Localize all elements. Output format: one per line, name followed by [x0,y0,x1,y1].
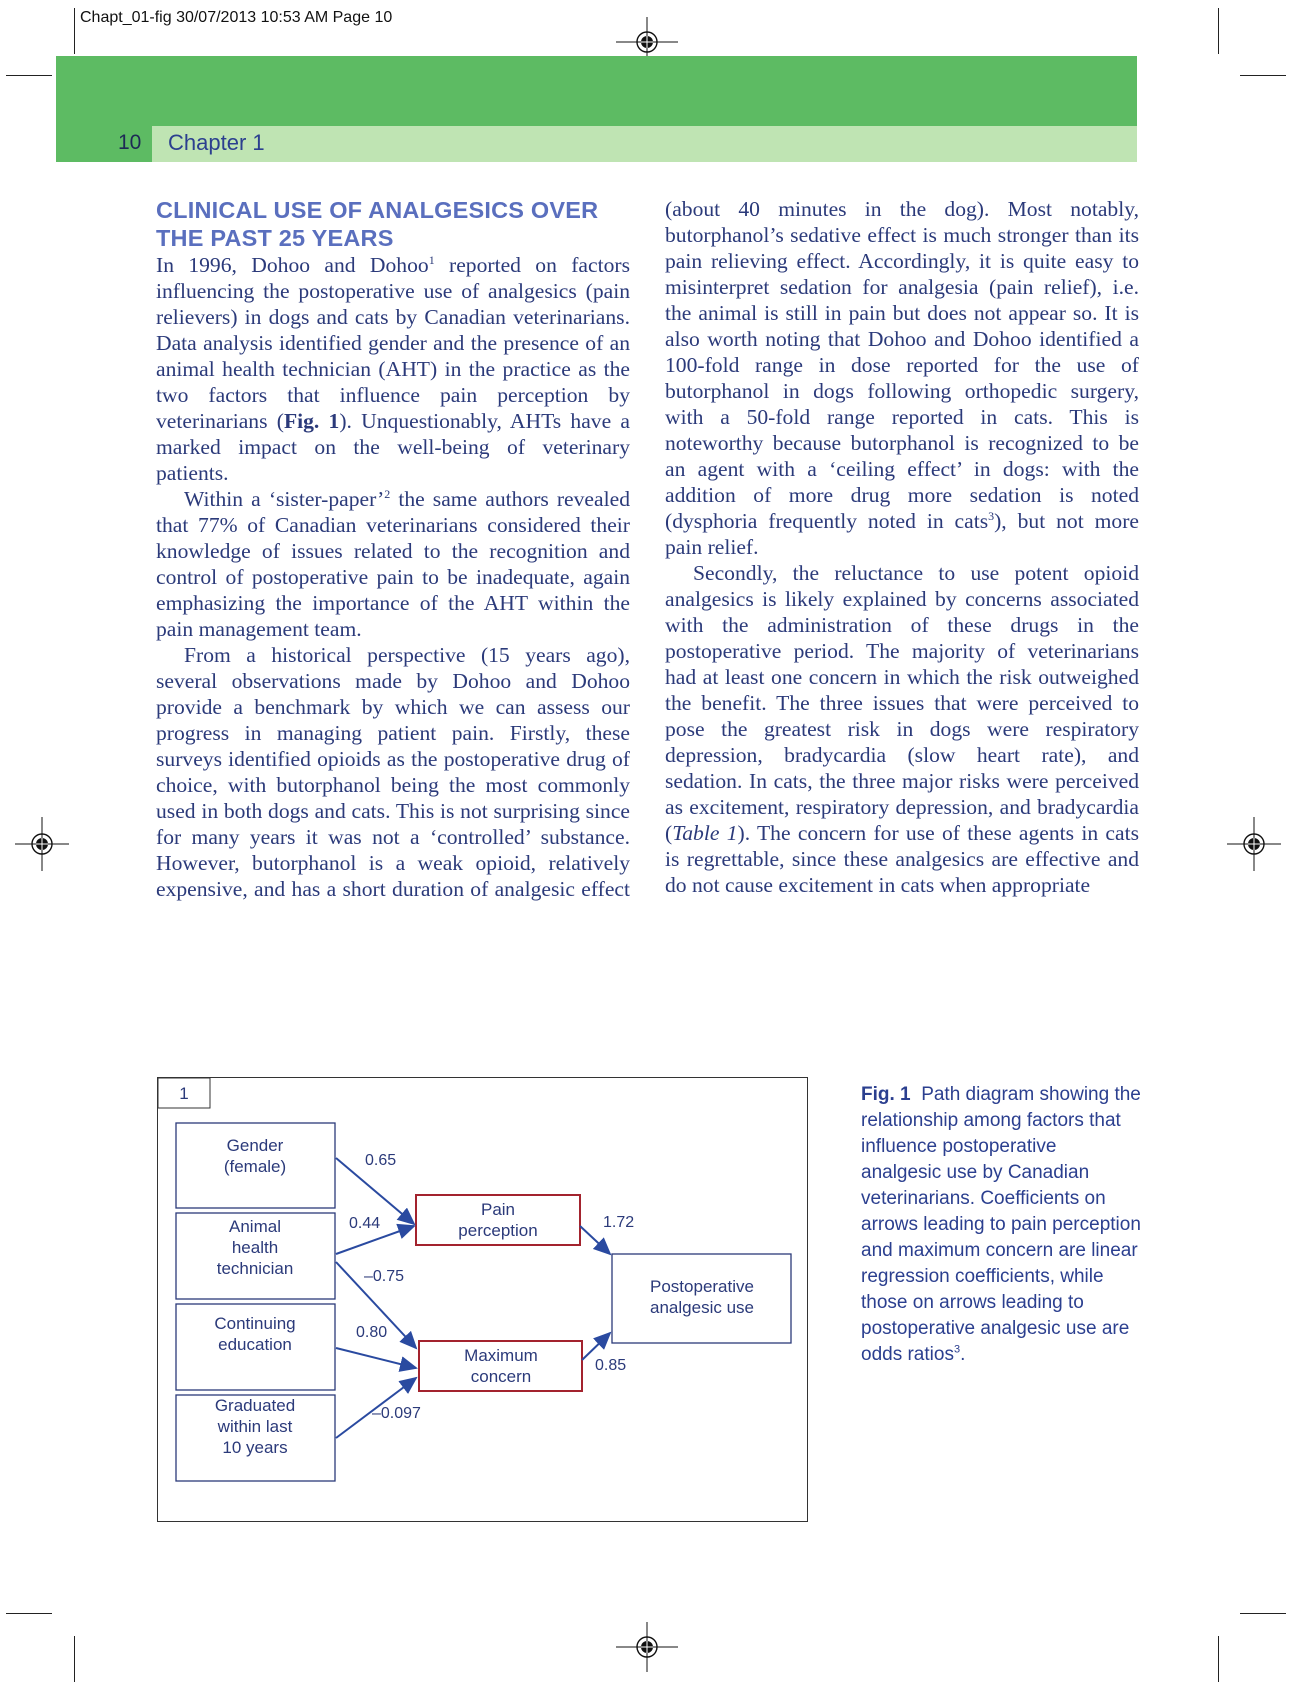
citation-superscript: 3 [953,1343,961,1356]
registration-mark-icon [632,27,662,57]
path-diagram-figure [157,1077,808,1522]
node-label: within last [217,1417,293,1436]
running-head-chapter: Chapter 1 [168,130,265,155]
text-column-left [156,196,630,902]
node-label: (female) [223,1157,287,1176]
registration-mark-icon [1239,829,1269,859]
node-label: education [218,1335,292,1354]
paragraph: (about 40 minutes in the dog). Most notably, butorphanol’s sedative effect is much stronger than its pain relieving effect. Accordingly, it is quite easy to misinterpret sedation for analgesia (pain relief), i.e. the animal is still in pain but does not appear so. It is also worth noting that Dohoo and Dohoo identified a 100-fold range in dose reported for the use of butorphanol in dogs following orthopedic surgery, with a 50-fold range reported in cats. This is noteworthy because butorphanol is recognized to be an agent with a ‘ceiling effect’ in dogs: with the addition of more drug more sedation is noted (dysphoria frequently noted in cats$^3$), but not more pain relief. [665,197,1140,559]
crop-mark [74,8,75,54]
path-arrow [336,1348,416,1368]
node-label: health [231,1238,279,1257]
coefficient-label: 0.65 [365,1152,397,1169]
paragraph: Within a ‘sister-paper’$^2$ the same authors revealed that 77% of Canadian veterinarians considered their knowledge of issues related to the recognition and control of postoperative pain to be inadequate, again emphasizing the importance of the AHT within the pain management team. [156,486,630,641]
coefficient-label: 0.85 [595,1357,627,1374]
node-label: Animal [229,1217,281,1236]
node-label: 10 years [222,1438,288,1457]
crop-mark [1240,75,1286,76]
paragraph: Secondly, the reluctance to use potent opioid analgesics is likely explained by concerns associated with the administration of these drugs in the postoperative period. The majority of veterinarians had at least one concern in which the risk outweighed the benefit. The three issues that were perceived to pose the greatest risk in dogs were respiratory depression, bradycardia (slow heart rate), and sedation. In cats, the three major risks were perceived as excitement, respiratory depression, and bradycardia (Table 1). The concern for use of these agents in cats is regrettable, since these analgesics are effective and do not cause excitement in cats when appropriate [665,561,1140,897]
print-slug: Chapt_01-fig 30/07/2013 10:53 AM Page 10 [80,9,393,26]
coefficient-label: 1.72 [603,1214,635,1231]
coefficient-label: –0.097 [372,1405,421,1422]
text-column-right [665,196,1139,898]
node-label: Maximum [464,1346,538,1365]
crop-mark [1240,1613,1286,1614]
crop-mark [74,1636,75,1682]
figure-number: 1 [179,1084,189,1103]
path-diagram [158,1078,807,1521]
header-band [56,56,1137,126]
crop-mark [6,75,52,76]
page-number: 10 [118,131,142,154]
coefficient-label: 0.44 [349,1215,381,1232]
section-heading-line: THE PAST 25 YEARS [156,225,394,251]
registration-mark-icon [632,1632,662,1662]
node-label: Gender [226,1136,284,1155]
citation-superscript: 2 [384,486,391,501]
caption-label: Fig. 1 [861,1084,911,1105]
node-label: Postoperative [650,1277,754,1296]
paragraph-continued: From a historical perspective (15 years ago), several observations made by Dohoo and Dohoo provide a benchmark by which we can assess our progress in managing patient pain. Firstly, these surveys identified opioids as the postoperative drug of choice, with butorphanol being the most commonly used in both dogs and cats. This is not surprising since for many years it was not a ‘controlled’ substance. However, butorphanol is a weak opioid, relatively expensive, and has a short duration of analgesic effect [156,643,630,901]
crop-mark [1218,1636,1219,1682]
coefficient-label: –0.75 [364,1268,405,1285]
section-heading [156,196,630,252]
coefficient-label: 0.80 [356,1324,388,1341]
figure-reference: Fig. 1 [283,409,340,433]
paragraph: In 1996, Dohoo and Dohoo$^1$ reported on factors influencing the postoperative use of analgesics (pain relievers) in dogs and cats by Canadian veterinarians. Data analysis identified gender and the presence of an animal health technician (AHT) in the practice as the two factors that influence pain perception by veterinarians (Fig. 1). Unquestionably, AHTs have a marked impact on the well-being of veterinary patients. [156,252,630,485]
registration-mark-icon [27,829,57,859]
table-reference: Table 1 [672,821,738,845]
node-label: concern [470,1367,532,1386]
figure-caption: Fig. 1 Path diagram showing the relationship among factors that influence postoperative analgesic use by Canadian veterinarians. Coefficients on arrows leading to pain perception and maximum concern are linear regression coefficients, while those on arrows leading to postoperative analgesic use are odds ratios$^3$. [861,1084,1141,1365]
node-label: perception [458,1221,538,1240]
citation-superscript: 3 [988,508,995,523]
path-arrow [582,1333,610,1360]
crop-mark [6,1613,52,1614]
section-heading-line: CLINICAL USE OF ANALGESICS OVER [156,197,599,223]
node-label: Pain [480,1200,516,1219]
node-label: technician [216,1259,294,1278]
node-label: Graduated [214,1396,296,1415]
citation-superscript: 1 [428,252,435,267]
node-label: Continuing [214,1314,296,1333]
crop-mark [1218,8,1219,54]
node-label: analgesic use [650,1298,754,1317]
